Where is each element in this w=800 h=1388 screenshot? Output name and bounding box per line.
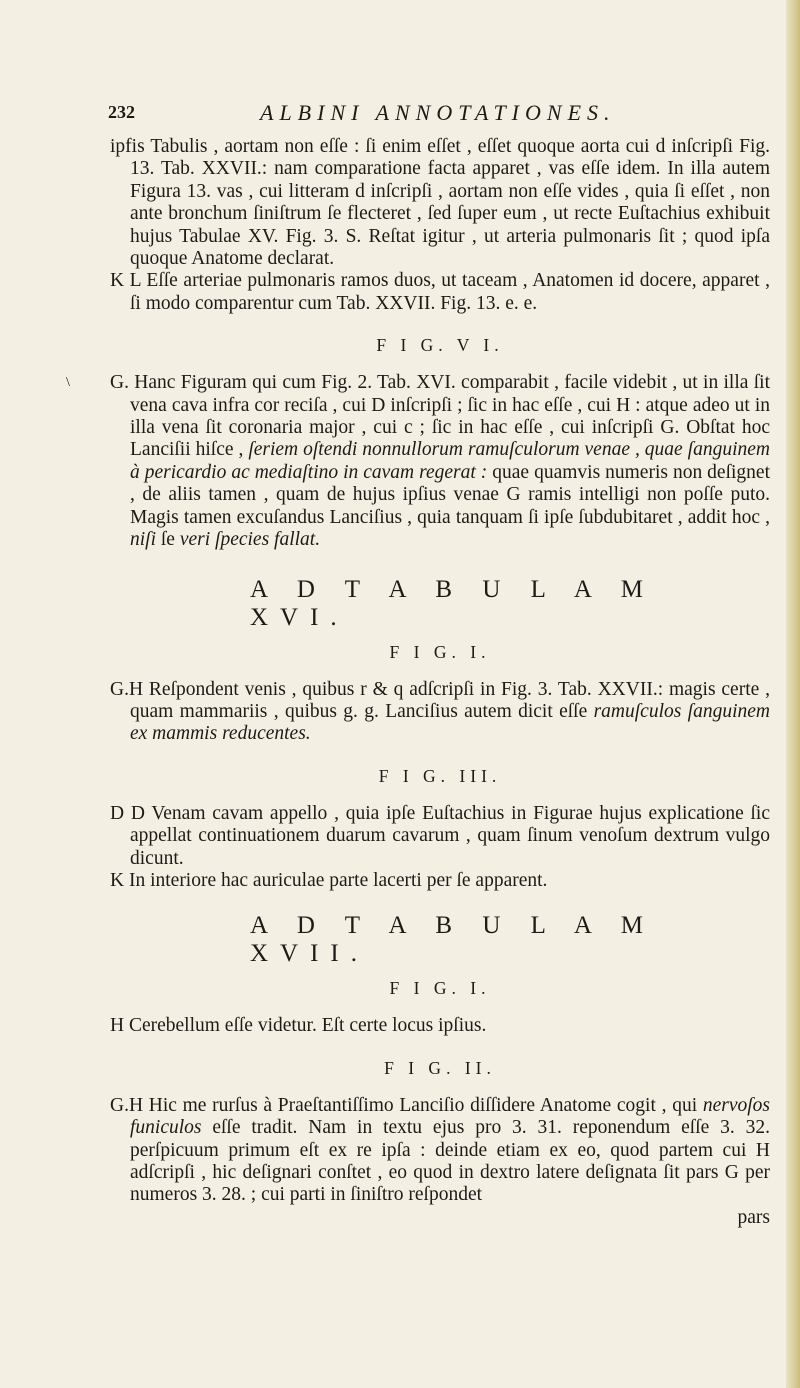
figure-heading: F I G. III. xyxy=(378,765,502,786)
paragraph: \ G. Hanc Figuram qui cum Fig. 2. Tab. XVI. comparabit , facile videbit , ut in illa ſit vena cava infra cor reciſa , cui D inſcripſi ; ſic in hac eſſe , cui H : atque adeo ut in illa vena ſit coronaria major , cui c ; ſic in hac eſſe , cui inſcripſi G. Obſtat hoc Lanciſii hiſce , ſeriem oſtendi nonnullorum ramuſculorum venae , quae ſanguinem à pericardio ac mediaſtino in cavam regerat : quae quamvis numeris non deſignet , de aliis tamen , quam de hujus ipſius venae G ramis intelligi non poſſe puto. Magis tamen excuſandus Lanciſius , quia tanquam ſi ipſe ſubdubitaret , addit hoc , niſi ſe veri ſpecies fallat. xyxy=(66,372,770,551)
figure-heading: F I G. II. xyxy=(384,1057,496,1078)
page-number: 232 xyxy=(108,102,135,122)
section-heading: A D T A B U L A M XVII. xyxy=(250,912,655,968)
paragraph: K L Eſſe arteriae pulmonaris ramos duos, ut taceam , Anatomen id docere, apparet , ſi modo comparentur cum Tab. XXVII. Fig. 13. e. e. xyxy=(110,270,770,314)
section-heading: A D T A B U L A M XVI. xyxy=(250,575,655,631)
figure-heading: F I G. V I. xyxy=(376,335,504,356)
italic-run: ſeriem oſtendi nonnullorum ramuſculorum venae , quae ſanguinem à pericardio ac mediaſtino in cavam regerat : xyxy=(130,439,770,483)
page-header xyxy=(110,100,770,136)
paragraph xyxy=(110,1095,770,1207)
figure-heading: F I G. I. xyxy=(389,641,491,662)
text-run: eſſe tradit. Nam in textu ejus pro 3. 31. reponendum eſſe 3. 32. perſpicuum primum eſt ex re ipſa : deinde etiam ex eo, quod partem cui H adſcripſi , hic deſignari conſtet , eo quod in dextro latere deſignata ſit pars G per numeros 3. 28. ; cui parti in ſiniſtro reſpondet xyxy=(130,1117,770,1206)
italic-run: niſi xyxy=(130,529,157,551)
page-edge xyxy=(786,0,800,1388)
paragraph: H Cerebellum eſſe videtur. Eſt certe locus ipſius. xyxy=(110,1015,487,1037)
text-run: G. Hanc Figuram qui cum Fig. 2. Tab. XVI. comparabit , facile videbit , ut in illa ſit vena cava infra cor reciſa , cui D inſcripſi ; ſic in hac eſſe , cui H : atque adeo ut in illa vena ſit coronaria major , cui c ; ſic in hac eſſe , cui inſcripſi G. Obſtat hoc Lanciſii hiſce , xyxy=(110,372,770,461)
text-run: G.H Reſpondent venis , quibus r & q adſcripſi in Fig. 3. Tab. XXVII.: magis certe , quam mammariis , quibus g. g. Lanciſius autem dicit eſſe xyxy=(110,678,770,722)
paragraph: D D Venam cavam appello , quia ipſe Euſtachius in Figurae hujus explicatione ſic appellat continuationem duarum cavarum , quam ſinum venoſum dextrum vulgo dicunt. xyxy=(110,802,770,869)
paragraph xyxy=(110,679,770,746)
text-run: G.H Hic me rurſus à Praeſtantiſſimo Lanciſio diſſidere Anatome cogit , qui xyxy=(110,1094,703,1116)
catchword: pars xyxy=(737,1206,770,1228)
figure-heading: F I G. I. xyxy=(389,978,491,999)
running-head: ALBINI ANNOTATIONES. xyxy=(260,100,616,125)
page-content xyxy=(66,100,770,1229)
paragraph: ipfis Tabulis , aortam non eſſe : ſi enim eſſet , eſſet quoque aorta cui d inſcripſi Fig. 13. Tab. XXVII.: nam comparatione facta apparet , vas eſſe idem. In illa autem Figura 13. vas , cui litteram d inſcripſi , aortam non eſſe vides , quia ſi eſſet , non ante bronchum ſiniſtrum ſe flecteret , ſed ſuper eum , ut recte Euſtachius exhibuit hujus Tabulae XV. Fig. 3. S. Reſtat igitur , ut arteria pulmonaris ſit ; quod ipſa quoque Anatome declarat. xyxy=(110,136,770,270)
text-run: quae quamvis numeris non deſignet , de aliis tamen , quam de hujus ipſius venae G ramis intelligi non poſſe puto. Magis tamen excuſandus Lanciſius , quia tanquam ſi ipſe ſubdubitaret , addit hoc , xyxy=(130,461,770,528)
italic-run: ramuſculos ſanguinem ex mammis reducentes. xyxy=(130,700,770,745)
italic-run: veri ſpecies fallat. xyxy=(179,529,321,551)
italic-run: nervoſos funiculos xyxy=(130,1094,770,1139)
paragraph: K In interiore hac auriculae parte lacerti per ſe apparent. xyxy=(110,869,548,891)
text-run: ſe xyxy=(156,529,180,551)
